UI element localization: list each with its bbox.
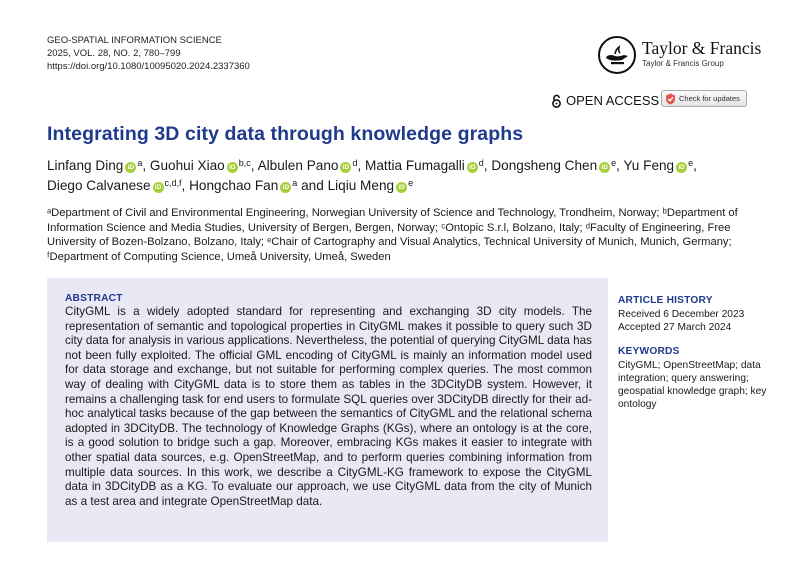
article-history-heading: ARTICLE HISTORY [618,295,713,306]
author: Linfang Ding iD $^a$, [47,158,147,173]
orcid-icon[interactable]: iD [599,162,610,173]
affiliation-marker: e [611,158,617,168]
publisher-name: Taylor & Francis [642,38,762,58]
author: Diego Calvanese iD $^{c,d,f}$, [47,178,186,193]
author: Yu Feng iD $^e$, [623,158,697,173]
affiliation-marker: a [137,158,143,168]
author-name[interactable]: Liqiu Meng [327,178,395,193]
crossmark-icon [665,93,676,105]
doi-link[interactable]: https://doi.org/10.1080/10095020.2024.2337360 [47,61,250,72]
check-updates-label: Check for updates [679,94,740,103]
orcid-icon[interactable]: iD [340,162,351,173]
orcid-icon[interactable]: iD [396,182,407,193]
author: Dongsheng Chen iD $^e$, [491,158,620,173]
orcid-icon[interactable]: iD [280,182,291,193]
author-name[interactable]: Mattia Fumagalli [365,158,465,173]
affiliation-marker: b,c [238,158,251,168]
journal-info [47,34,250,73]
article-sidebar [618,294,768,411]
author-name[interactable]: Guohui Xiao [149,158,225,173]
author: Hongchao Fan iD $^a$ and [189,178,324,193]
affiliation-marker: d [478,158,484,168]
orcid-icon[interactable]: iD [153,182,164,193]
author: Mattia Fumagalli iD $^d$, [365,158,488,173]
author [328,178,414,193]
orcid-icon[interactable]: iD [125,162,136,173]
abstract-box [47,278,608,542]
affiliation-marker: e [408,178,414,188]
accepted-date: Accepted 27 March 2024 [618,322,732,333]
open-access-badge [551,93,659,108]
publisher-group: Taylor & Francis Group [642,59,724,68]
author: Guohui Xiao iD $^{b,c}$, [149,158,255,173]
publisher-logo [597,35,762,75]
orcid-icon[interactable]: iD [227,162,238,173]
check-for-updates-button[interactable] [661,90,747,107]
author: Albulen Pano iD $^d$, [257,158,362,173]
keywords-heading: KEYWORDS [618,346,680,357]
author-name[interactable]: Albulen Pano [257,158,339,173]
affiliation-marker: d [352,158,358,168]
article-title: Integrating 3D city data through knowledge graphs [47,123,524,145]
tf-lamp-logo-icon [597,35,637,75]
author-name[interactable]: Yu Feng [623,158,675,173]
keywords-list: CityGML; OpenStreetMap; data integration; query answering; geospatial knowledge graph; key ontology [618,360,767,410]
affiliation-marker: c,d,f [164,178,182,188]
abstract-heading: ABSTRACT [65,293,123,304]
journal-volume: 2025, VOL. 28, NO. 2, 780–799 [47,48,181,59]
author-name[interactable]: Hongchao Fan [189,178,279,193]
affiliations: ᵃDepartment of Civil and Environmental Engineering, Norwegian University of Science and Technology, Trondheim, Norway; ᵇDepartment of Information Science and Media Studies, University of Bergen, Bergen, Norway; ᶜOntopic S.r.l, Bolzano, Italy; ᵈFaculty of Engineering, Free University of Bozen-Bolzano, Bolzano, Italy; ᵉChair of Cartography and Visual Analytics, Technical University of Munich, Munich, Germany; ᶠDepartment of Computing Science, Umeå University, Umeå, Sweden [47,207,738,263]
open-access-label: OPEN ACCESS [566,93,660,108]
orcid-icon[interactable]: iD [467,162,478,173]
affiliation-marker: e [688,158,694,168]
author-name[interactable]: Diego Calvanese [47,178,151,193]
abstract-text: CityGML is a widely adopted standard for representing and exchanging 3D city models. The representation of semantic and topological properties in CityGML makes it possible to query such 3D city data for analysis in various applications. Nevertheless, the potential of querying CityGML data has not been fully exploited. The official GML encoding of CityGML is mainly an information model used for data storage and exchange, but not suitable for performing complex queries. The most common way of dealing with CityGML data is to store them as tables in the 3DCityDB system. However, it remains a challenging task for end users to formulate SQL queries over 3DCityDB directly for their ad-hoc analytical tasks because of the gap between the semantics of CityGML and the relational schema adopted in 3DCityDB. The technology of Knowledge Graphs (KGs), where an ontology is at the core, is a good solution to bridge such a gap. Moreover, embracing KGs makes it easier to integrate with other spatial data sources, e.g. OpenStreetMap, and to perform queries combining information from multiple data sources. In this work, we describe a CityGML-KG framework to expose the CityGML data in 3DCityDB as a KG. To evaluate our approach, we use CityGML data from the city of Munich as a test area and integrate OpenStreetMap data. [65,305,592,508]
open-lock-icon [551,94,562,108]
author-list [47,156,767,196]
orcid-icon[interactable]: iD [676,162,687,173]
author-name[interactable]: Dongsheng Chen [491,158,598,173]
journal-name: GEO-SPATIAL INFORMATION SCIENCE [47,35,222,46]
received-date: Received 6 December 2023 [618,309,745,320]
affiliation-marker: a [292,178,298,188]
author-name[interactable]: Linfang Ding [47,158,124,173]
